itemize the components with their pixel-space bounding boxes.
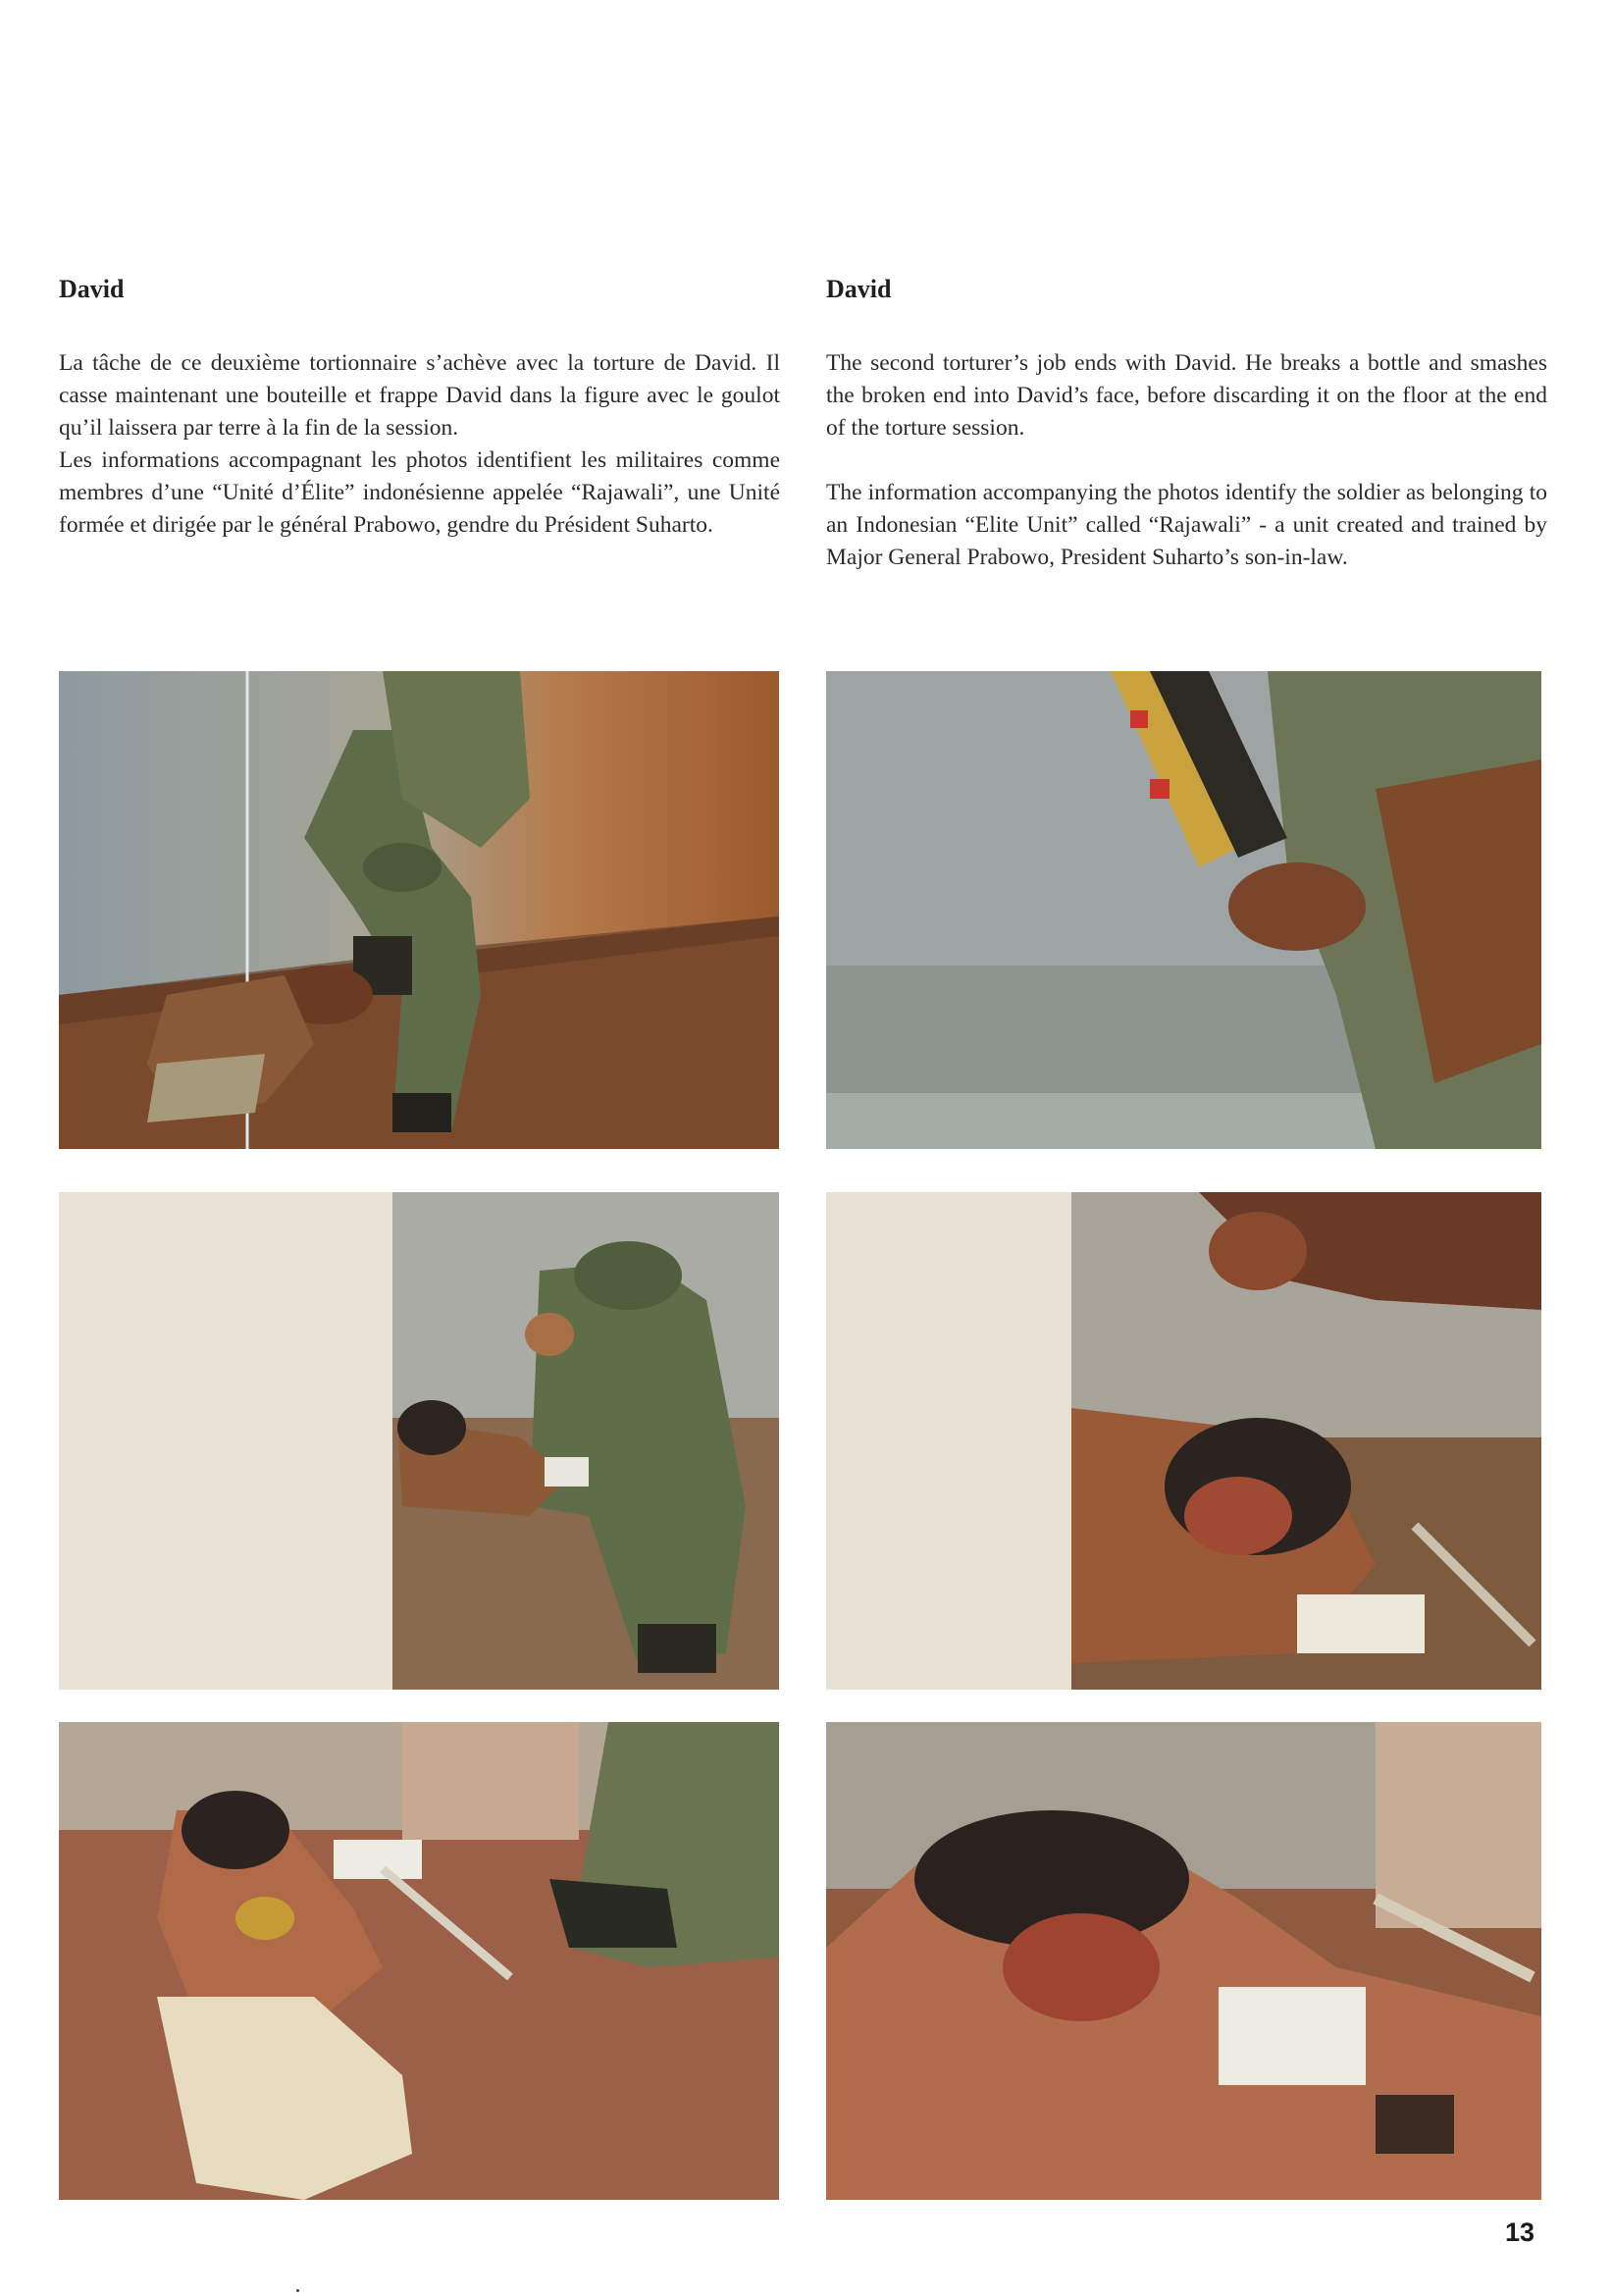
scan-speck xyxy=(296,2289,299,2292)
photo-raised-fist xyxy=(59,1192,779,1690)
french-paragraph-1: La tâche de ce deuxième tortionnaire s’achève avec la torture de David. Il casse maintenant une bouteille et frappe David dans la figure avec le goulot qu’il laissera par terre à la fin de la session. xyxy=(59,350,780,441)
french-column xyxy=(59,275,780,542)
english-column xyxy=(826,275,1547,574)
photo-bottle-closeup xyxy=(826,671,1541,1149)
english-paragraph-1: The second torturer’s job ends with David. He breaks a bottle and smashes the broken end into David’s face, before discarding it on the floor at the end of the torture session. xyxy=(826,350,1547,441)
photo-fist-over-face xyxy=(826,1192,1541,1690)
photo-boot-on-head xyxy=(59,671,779,1149)
page-number: 13 xyxy=(1505,2218,1535,2247)
french-paragraph-2: Les informations accompagnant les photos identifient les militaires comme membres d’une “Unité d’Élite” indonésienne appelée “Rajawali”, une Unité formée et dirigée par le général Prabowo, gendre du Président Suharto. xyxy=(59,447,780,538)
french-heading: David xyxy=(59,275,125,303)
photo-face-closeup xyxy=(826,1722,1541,2200)
english-heading: David xyxy=(826,275,892,303)
photo-detainee-on-floor xyxy=(59,1722,779,2200)
english-paragraph-2: The information accompanying the photos identify the soldier as belonging to an Indonesian “Elite Unit” called “Rajawali” - a unit created and trained by Major General Prabowo, President Suharto’s son-in-law. xyxy=(826,480,1547,570)
